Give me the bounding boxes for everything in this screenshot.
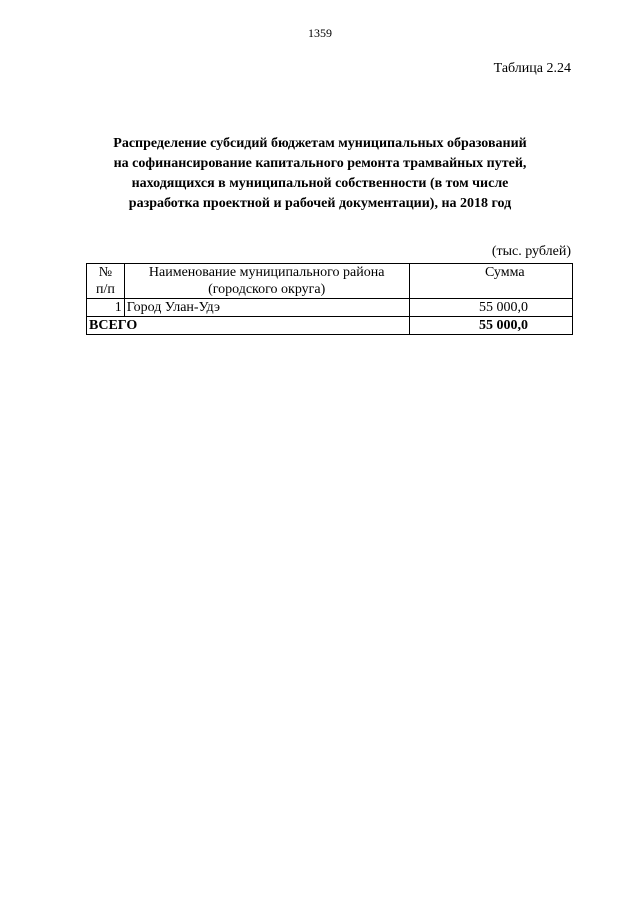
table-label: Таблица 2.24 xyxy=(493,61,571,76)
document-title xyxy=(80,134,560,214)
row-name: Город Улан-Удэ xyxy=(124,299,409,317)
subsidy-table xyxy=(86,263,573,335)
title-line: на софинансирование капитального ремонта трамвайных путей, xyxy=(113,156,527,171)
units-label: (тыс. рублей) xyxy=(491,244,571,259)
header-sum: Сумма xyxy=(409,264,572,299)
table-header-row xyxy=(87,264,573,299)
title-line: Распределение субсидий бюджетам муниципальных образований xyxy=(113,136,527,151)
header-num-line1: № xyxy=(98,265,113,280)
row-num: 1 xyxy=(87,299,125,317)
header-name xyxy=(124,264,409,299)
table-total-row xyxy=(87,317,573,335)
row-sum: 55 000,0 xyxy=(409,299,572,317)
page-number: 1359 xyxy=(308,26,332,40)
table-row xyxy=(87,299,573,317)
header-name-line1: Наименование муниципального района xyxy=(148,265,385,280)
title-line: разработка проектной и рабочей документации), на 2018 год xyxy=(128,196,512,211)
title-line: находящихся в муниципальной собственности (в том числе xyxy=(131,176,509,191)
total-label: ВСЕГО xyxy=(87,317,410,335)
header-name-line2: (городского округа) xyxy=(208,282,326,297)
header-num-line2: п/п xyxy=(95,282,115,297)
total-sum: 55 000,0 xyxy=(409,317,572,335)
header-num xyxy=(87,264,125,299)
